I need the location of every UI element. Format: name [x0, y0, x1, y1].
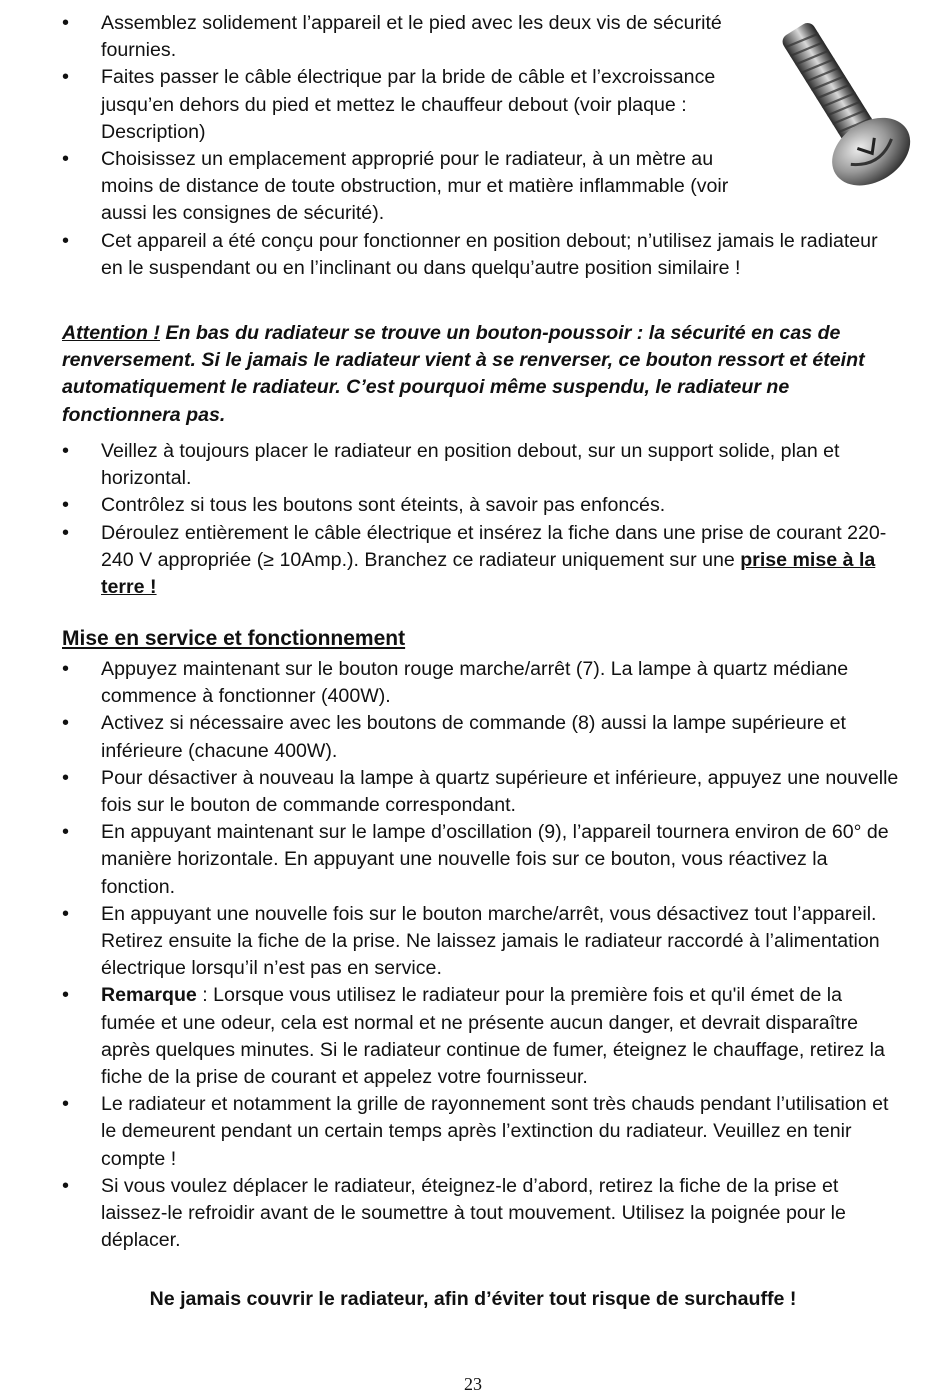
list-item: • Le radiateur et notamment la grille de rayonnement sont très chauds pendant l’utilisation et le demeurent pendant un certain temps après l’extinction du radiateur. Veuillez en tenir compte !: [0, 1091, 900, 1173]
operation-list: [0, 656, 900, 1254]
list-item: • Faites passer le câble électrique par la bride de câble et l’excroissance jusqu’en dehors du pied et mettez le chauffeur debout (voir plaque : Description): [0, 64, 741, 146]
list-item: [0, 982, 900, 1091]
warning-label: Attention !: [62, 322, 160, 344]
remark-text: : Lorsque vous utilisez le radiateur pour la première fois et qu'il émet de la fumée et une odeur, cela est normal et ne présente aucun danger, et devrait disparaître après quelques minutes. Si le radiateur continue de fumer, éteignez le chauffage, retirez la fiche de la prise de courant et appelez votre fournisseur.: [101, 984, 885, 1089]
setup-list: [0, 10, 900, 282]
list-item: • Appuyez maintenant sur le bouton rouge marche/arrêt (7). La lampe à quartz médiane commence à fonctionner (400W).: [0, 656, 900, 710]
list-item: • Contrôlez si tous les boutons sont éteints, à savoir pas enfoncés.: [0, 492, 900, 519]
list-item: • Activez si nécessaire avec les boutons de commande (8) aussi la lampe supérieure et inférieure (chacune 400W).: [0, 710, 900, 764]
page-number: 23: [464, 1374, 482, 1394]
list-item: • Si vous voulez déplacer le radiateur, éteignez-le d’abord, retirez la fiche de la prise et laissez-le refroidir avant de le soumettre à tout mouvement. Utilisez la poignée pour le déplacer.: [0, 1173, 900, 1255]
remark-label: Remarque: [101, 984, 197, 1007]
placement-list: [0, 438, 900, 601]
list-item-text: Déroulez entièrement le câble électrique et insérez la fiche dans une prise de courant 220-240 V appropriée (≥ 10Amp.). Branchez ce radiateur uniquement sur une: [101, 521, 887, 571]
list-item: • Choisissez un emplacement approprié pour le radiateur, à un mètre au moins de distance de toute obstruction, mur et matière inflammable (voir aussi les consignes de sécurité).: [0, 146, 741, 228]
section-title: Mise en service et fonctionnement: [62, 627, 406, 650]
list-item: • En appuyant maintenant sur le lampe d’oscillation (9), l’appareil tournera environ de 60° de manière horizontale. En appuyant une nouvelle fois sur ce bouton, vous réactivez la fonction.: [0, 819, 900, 901]
list-item: • Cet appareil a été conçu pour fonctionner en position debout; n’utilisez jamais le radiateur en le suspendant ou en l’inclinant ou dans quelqu’autre position similaire !: [0, 228, 900, 282]
list-item: [0, 520, 900, 602]
final-note: Ne jamais couvrir le radiateur, afin d’éviter tout risque de surchauffe !: [149, 1288, 797, 1310]
warning-paragraph: [62, 320, 902, 429]
list-item: • Veillez à toujours placer le radiateur en position debout, sur un support solide, plan et horizontal.: [0, 438, 900, 492]
list-item: • En appuyant une nouvelle fois sur le bouton marche/arrêt, vous désactivez tout l’appareil. Retirez ensuite la fiche de la prise. Ne laissez jamais le radiateur raccordé à l’alimentation électrique lorsqu’il n’est pas en service.: [0, 901, 900, 983]
warning-text: En bas du radiateur se trouve un bouton-poussoir : la sécurité en cas de renversement. Si le jamais le radiateur vient à se renverser, ce bouton ressort et éteint automatiquement le radiateur. C’est pourquoi même suspendu, le radiateur ne fonctionnera pas.: [62, 322, 865, 426]
list-item: • Assemblez solidement l’appareil et le pied avec les deux vis de sécurité fournies.: [0, 10, 741, 64]
grounded-outlet-emphasis: prise mise à la terre !: [101, 548, 876, 599]
list-item: • Pour désactiver à nouveau la lampe à quartz supérieure et inférieure, appuyez une nouvelle fois sur le bouton de commande correspondant.: [0, 765, 900, 819]
